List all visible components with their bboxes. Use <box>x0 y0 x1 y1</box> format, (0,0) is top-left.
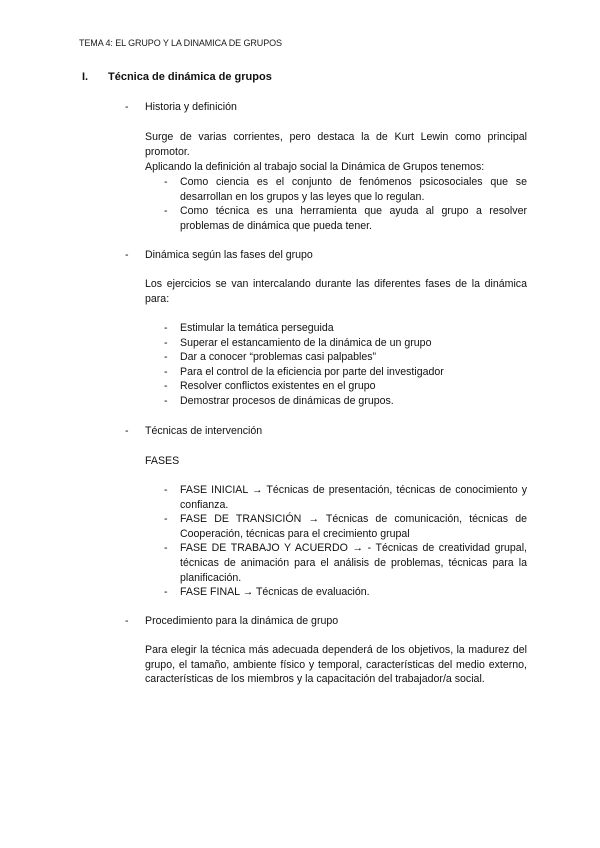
subsection-procedimiento-label: Procedimiento para la dinámica de grupo <box>145 615 339 627</box>
list-item: - Resolver conflictos existentes en el grupo <box>163 379 527 394</box>
historia-list <box>163 175 527 233</box>
list-item: - Como ciencia es el conjunto de fenómenos psicosociales que se desarrollan en los grupos y las leyes que lo regulan. <box>163 175 527 204</box>
fases-label: FASES <box>145 455 180 467</box>
historia-paragraph-1: Surge de varias corrientes, pero destaca la de Kurt Lewin como principal promotor. <box>145 131 527 158</box>
subsection-fases-title <box>125 248 313 263</box>
section-title: Técnica de dinámica de grupos <box>108 71 272 83</box>
subsection-historia-label: Historia y definición <box>145 101 237 113</box>
list-item: - Dar a conocer “problemas casi palpables” <box>163 350 527 365</box>
list-item: - Para el control de la eficiencia por parte del investigador <box>163 365 527 380</box>
procedimiento-paragraph: Para elegir la técnica más adecuada dependerá de los objetivos, la madurez del grupo, el tamaño, ambiente físico y temporal, características del medio externo, características de los miembros y la capacitación del trabajador/a social. <box>145 644 527 686</box>
intervencion-list <box>163 483 527 600</box>
section-number: I. <box>82 71 89 83</box>
subsection-fases-label: Dinámica según las fases del grupo <box>145 249 313 261</box>
section-heading <box>82 70 272 85</box>
list-item: - FASE DE TRABAJO Y ACUERDO → - Técnicas de creatividad grupal, técnicas de animación para el análisis de problemas, técnicas para la planificación. <box>163 541 527 585</box>
historia-paragraph-2: Aplicando la definición al trabajo social la Dinámica de Grupos tenemos: <box>145 161 485 173</box>
list-item: - FASE DE TRANSICIÓN → Técnicas de comunicación, técnicas de Cooperación, técnicas para el crecimiento grupal <box>163 512 527 541</box>
subsection-dash: - <box>125 615 129 627</box>
page-header: TEMA 4: EL GRUPO Y LA DINAMICA DE GRUPOS <box>79 38 282 48</box>
subsection-historia-title <box>125 100 237 115</box>
fases-paragraph: Los ejercicios se van intercalando durante las diferentes fases de la dinámica para: <box>145 278 527 305</box>
list-item: - FASE FINAL → Técnicas de evaluación. <box>163 585 527 600</box>
list-item: - Superar el estancamiento de la dinámica de un grupo <box>163 336 527 351</box>
subsection-dash: - <box>125 101 129 113</box>
list-item: - Como técnica es una herramienta que ayuda al grupo a resolver problemas de dinámica que pueda tener. <box>163 204 527 233</box>
list-item: - Demostrar procesos de dinámicas de grupos. <box>163 394 527 409</box>
subsection-intervencion-title <box>125 424 262 439</box>
subsection-dash: - <box>125 425 129 437</box>
list-item: - Estimular la temática perseguida <box>163 321 527 336</box>
subsection-procedimiento-title <box>125 614 338 629</box>
list-item: - FASE INICIAL → Técnicas de presentación, técnicas de conocimiento y confianza. <box>163 483 527 512</box>
subsection-dash: - <box>125 249 129 261</box>
fases-list <box>163 321 527 409</box>
subsection-intervencion-label: Técnicas de intervención <box>145 425 263 437</box>
